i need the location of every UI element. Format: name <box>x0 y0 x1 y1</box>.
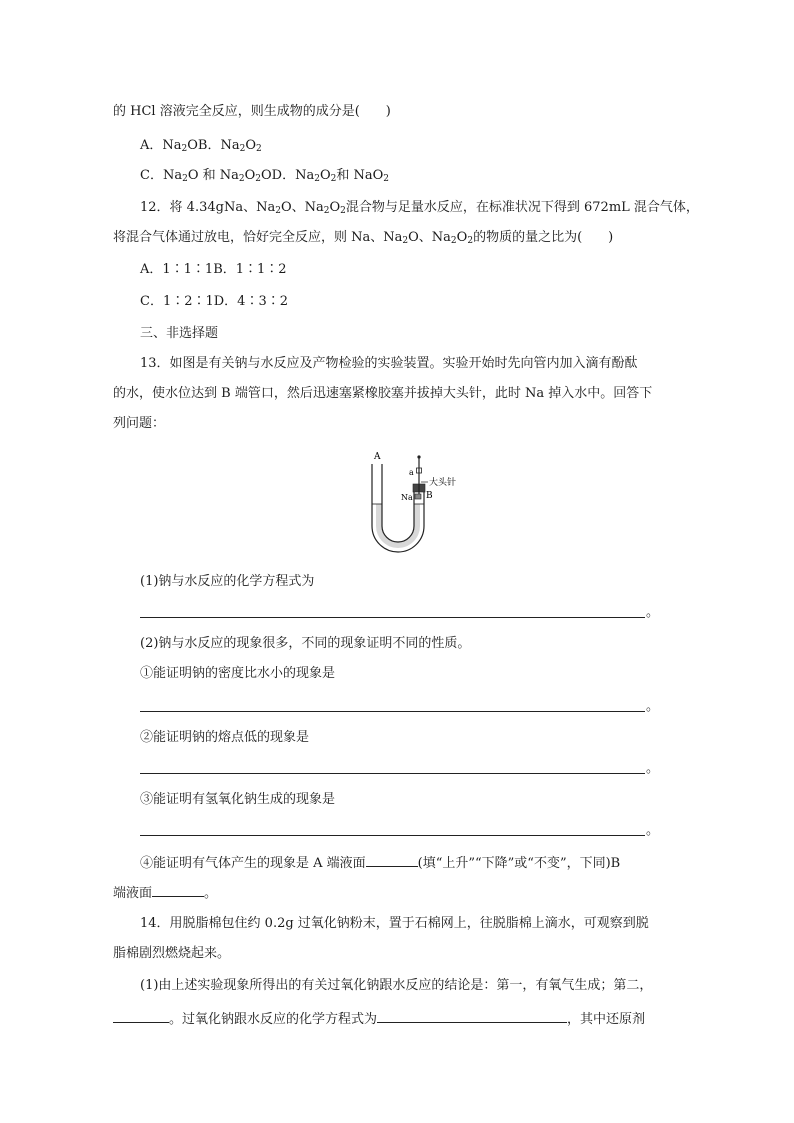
label-pin: 大头针 <box>429 478 457 488</box>
q13-part-2: (2)钠与水反应的现象很多，不同的现象证明不同的性质。 <box>140 636 471 651</box>
q12-line-1: 12．将 4.34gNa、$Na_2O$、$Na_2O_2$混合物与足量水反应，在标准状况下得到 672mL 混合气体， <box>140 200 699 216</box>
label-a-end: A <box>374 452 381 462</box>
q11-option-ab: A．$Na_2OB$．$Na_2O_2$ <box>140 138 262 154</box>
answer-blank-1[interactable] <box>140 617 645 618</box>
q14-line-2: 脂棉剧烈燃烧起来。 <box>113 946 231 961</box>
q13-part-2-4-cont: 端液面 。 <box>113 882 217 904</box>
answer-period-1: 。 <box>646 605 660 620</box>
q13-part-2-3: ③能证明有氢氧化钠生成的现象是 <box>140 792 336 807</box>
answer-period-3: 。 <box>646 761 660 776</box>
q12-line-2: 将混合气体通过放电，恰好完全反应，则 Na、$Na_2O$、$Na_2O_2$的物质的量之比为( ) <box>113 230 614 246</box>
answer-blank-3[interactable] <box>140 773 645 774</box>
q13-line-2: 的水，使水位达到 B 端管口，然后迅速塞紧橡胶塞并拔掉大头针，此时 Na 掉入水中。回答下 <box>113 386 653 401</box>
label-b-end: B <box>426 491 433 501</box>
answer-blank-second-conclusion[interactable] <box>113 1008 169 1023</box>
q14-line-3: (1)由上述实验现象所得出的有关过氧化钠跟水反应的结论是：第一，有氧气生成；第二， <box>140 978 653 993</box>
sodium-piece <box>415 494 421 499</box>
label-small-a: a <box>409 468 414 477</box>
q12-option-cd: C．1∶2∶1D．4∶3∶2 <box>140 294 288 309</box>
q11-stem-tail: 的 HCl 溶液完全反应，则生成物的成分是( ) <box>113 104 391 119</box>
u-tube-apparatus-figure <box>362 448 472 556</box>
q13-line-3: 列问题： <box>113 416 166 431</box>
q12-option-ab: A．1∶1∶1B．1∶1∶2 <box>140 262 287 277</box>
answer-period-2: 。 <box>646 699 660 714</box>
q11-option-cd: C．$Na_2O$ 和 $Na_2O_2OD$．$Na_2O_2$和 NaO$_2$ <box>140 168 390 184</box>
answer-blank-a-level[interactable] <box>366 852 418 867</box>
q14-line-4: 。过氧化钠跟水反应的化学方程式为 ，其中还原剂 <box>113 1008 645 1030</box>
q13-line-1: 13．如图是有关钠与水反应及产物检验的实验装置。实验开始时先向管内加入滴有酚酞 <box>140 356 638 371</box>
answer-blank-2[interactable] <box>140 711 645 712</box>
answer-blank-b-level[interactable] <box>152 882 204 897</box>
q13-part-2-4: ④能证明有气体产生的现象是 A 端液面 (填“上升”“下降”或“不变”，下同)B <box>140 852 620 874</box>
label-na: Na <box>401 493 413 502</box>
answer-blank-equation[interactable] <box>377 1008 567 1023</box>
pin-head <box>417 455 420 458</box>
q13-part-2-2: ②能证明钠的熔点低的现象是 <box>140 730 310 745</box>
answer-period-4: 。 <box>646 823 660 838</box>
section-heading: 三、非选择题 <box>140 326 219 341</box>
answer-blank-4[interactable] <box>140 835 645 836</box>
q13-part-2-1: ①能证明钠的密度比水小的现象是 <box>140 666 336 681</box>
q13-part-1: (1)钠与水反应的化学方程式为 <box>140 574 315 589</box>
q14-line-1: 14．用脱脂棉包住约 0.2g 过氧化钠粉末，置于石棉网上，往脱脂棉上滴水，可观察到脱 <box>140 916 649 931</box>
